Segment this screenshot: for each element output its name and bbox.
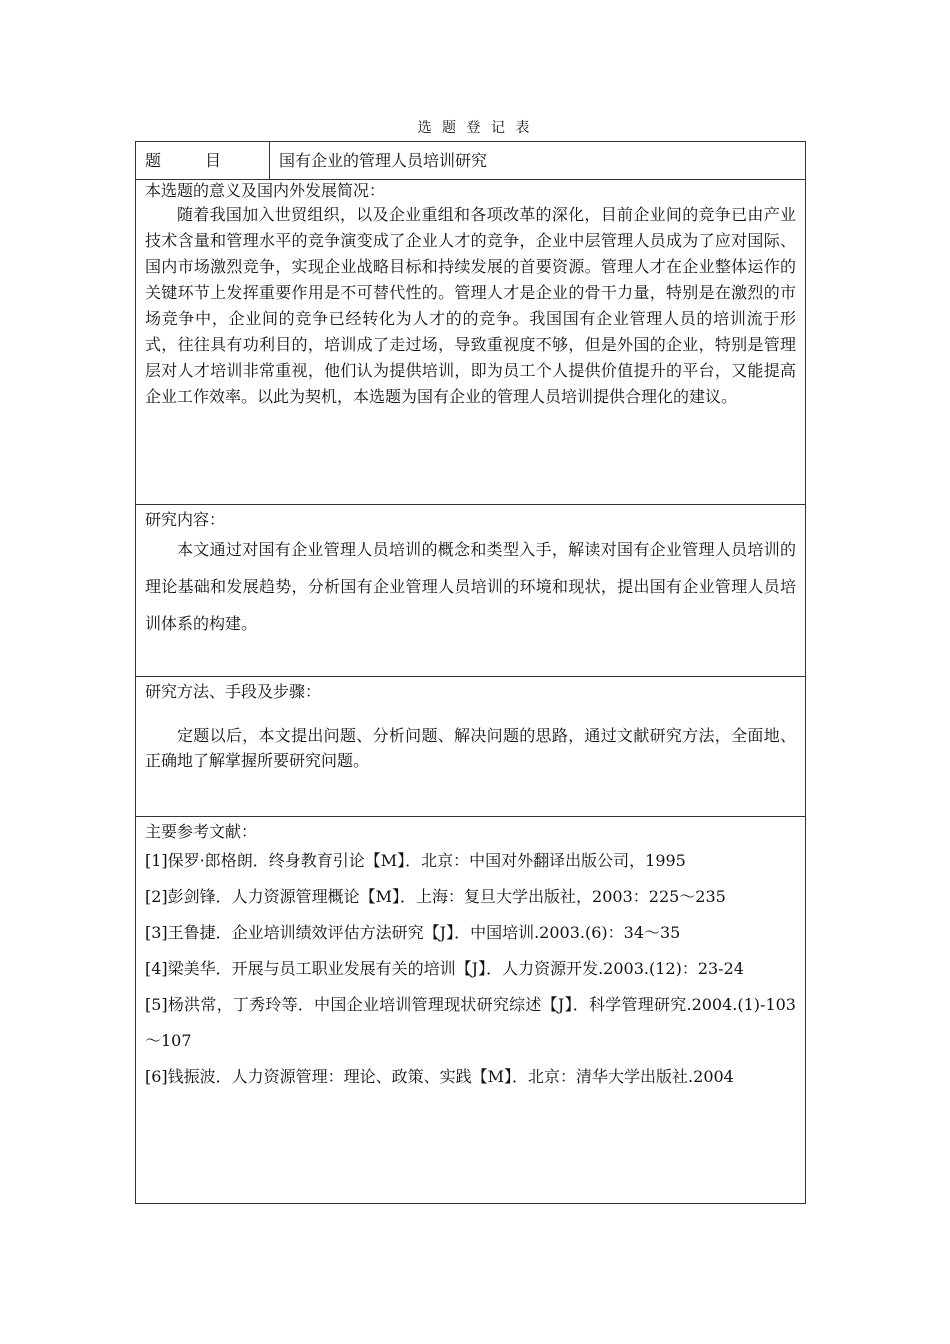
topic-label-cell — [136, 142, 270, 180]
content-cell — [136, 505, 806, 677]
significance-row — [136, 180, 806, 505]
topic-row — [136, 142, 806, 180]
reference-item: [1]保罗·郎格朗．终身教育引论【M】．北京：中国对外翻译出版公司，1995 — [145, 851, 686, 870]
reference-item: [5]杨洪常，丁秀玲等．中国企业培训管理现状研究综述【J】．科学管理研究.2004.(1)-103～107 — [145, 995, 796, 1050]
methods-row — [136, 677, 806, 817]
reference-item: [4]梁美华．开展与员工职业发展有关的培训【J】．人力资源开发.2003.(12)：23-24 — [145, 959, 744, 978]
form-title: 选 题 登 记 表 — [417, 120, 533, 136]
references-heading: 主要参考文献： — [145, 822, 258, 841]
topic-label-2: 目 — [205, 151, 222, 170]
references-cell — [136, 817, 806, 1204]
reference-item: [3]王鲁捷．企业培训绩效评估方法研究【J】．中国培训.2003.(6)：34～35 — [145, 923, 681, 942]
reference-item: [6]钱振波．人力资源管理：理论、政策、实践【M】．北京：清华大学出版社.2004 — [145, 1067, 734, 1086]
methods-cell — [136, 677, 806, 817]
content-heading: 研究内容： — [145, 510, 226, 529]
registration-table — [135, 141, 806, 1204]
topic-value: 国有企业的管理人员培训研究 — [270, 142, 806, 180]
methods-text: 定题以后，本文提出问题、分析问题、解决问题的思路，通过文献研究方法，全面地、正确地了解掌握所要研究问题。 — [145, 726, 796, 770]
significance-text: 随着我国加入世贸组织，以及企业重组和各项改革的深化，目前企业间的竞争已由产业技术含量和管理水平的竞争演变成了企业人才的竞争，企业中层管理人员成为了应对国际、国内市场激烈竞争，实现企业战略目标和持续发展的首要资源。管理人才在企业整体运作的关键环节上发挥重要作用是不可替代性的。管理人才是企业的骨干力量，特别是在激烈的市场竞争中，企业间的竞争已经转化为人才的的竞争。我国国有企业管理人员的培训流于形式，往往具有功利目的，培训成了走过场，导致重视度不够，但是外国的企业，特别是管理层对人才培训非常重视，他们认为提供培训，即为员工个人提供价值提升的平台，又能提高企业工作效率。以此为契机，本选题为国有企业的管理人员培训提供合理化的建议。 — [145, 205, 796, 406]
significance-cell — [136, 180, 806, 505]
significance-heading: 本选题的意义及国内外发展简况： — [145, 181, 386, 200]
content-text: 本文通过对国有企业管理人员培训的概念和类型入手，解读对国有企业管理人员培训的理论基础和发展趋势，分析国有企业管理人员培训的环境和现状，提出国有企业管理人员培训体系的构建。 — [145, 540, 796, 633]
reference-item: [2]彭剑锋．人力资源管理概论【M】．上海：复旦大学出版社，2003：225～235 — [145, 887, 726, 906]
methods-heading: 研究方法、手段及步骤： — [145, 682, 322, 701]
references-row — [136, 817, 806, 1204]
topic-label: 题 — [145, 151, 162, 170]
content-row — [136, 505, 806, 677]
